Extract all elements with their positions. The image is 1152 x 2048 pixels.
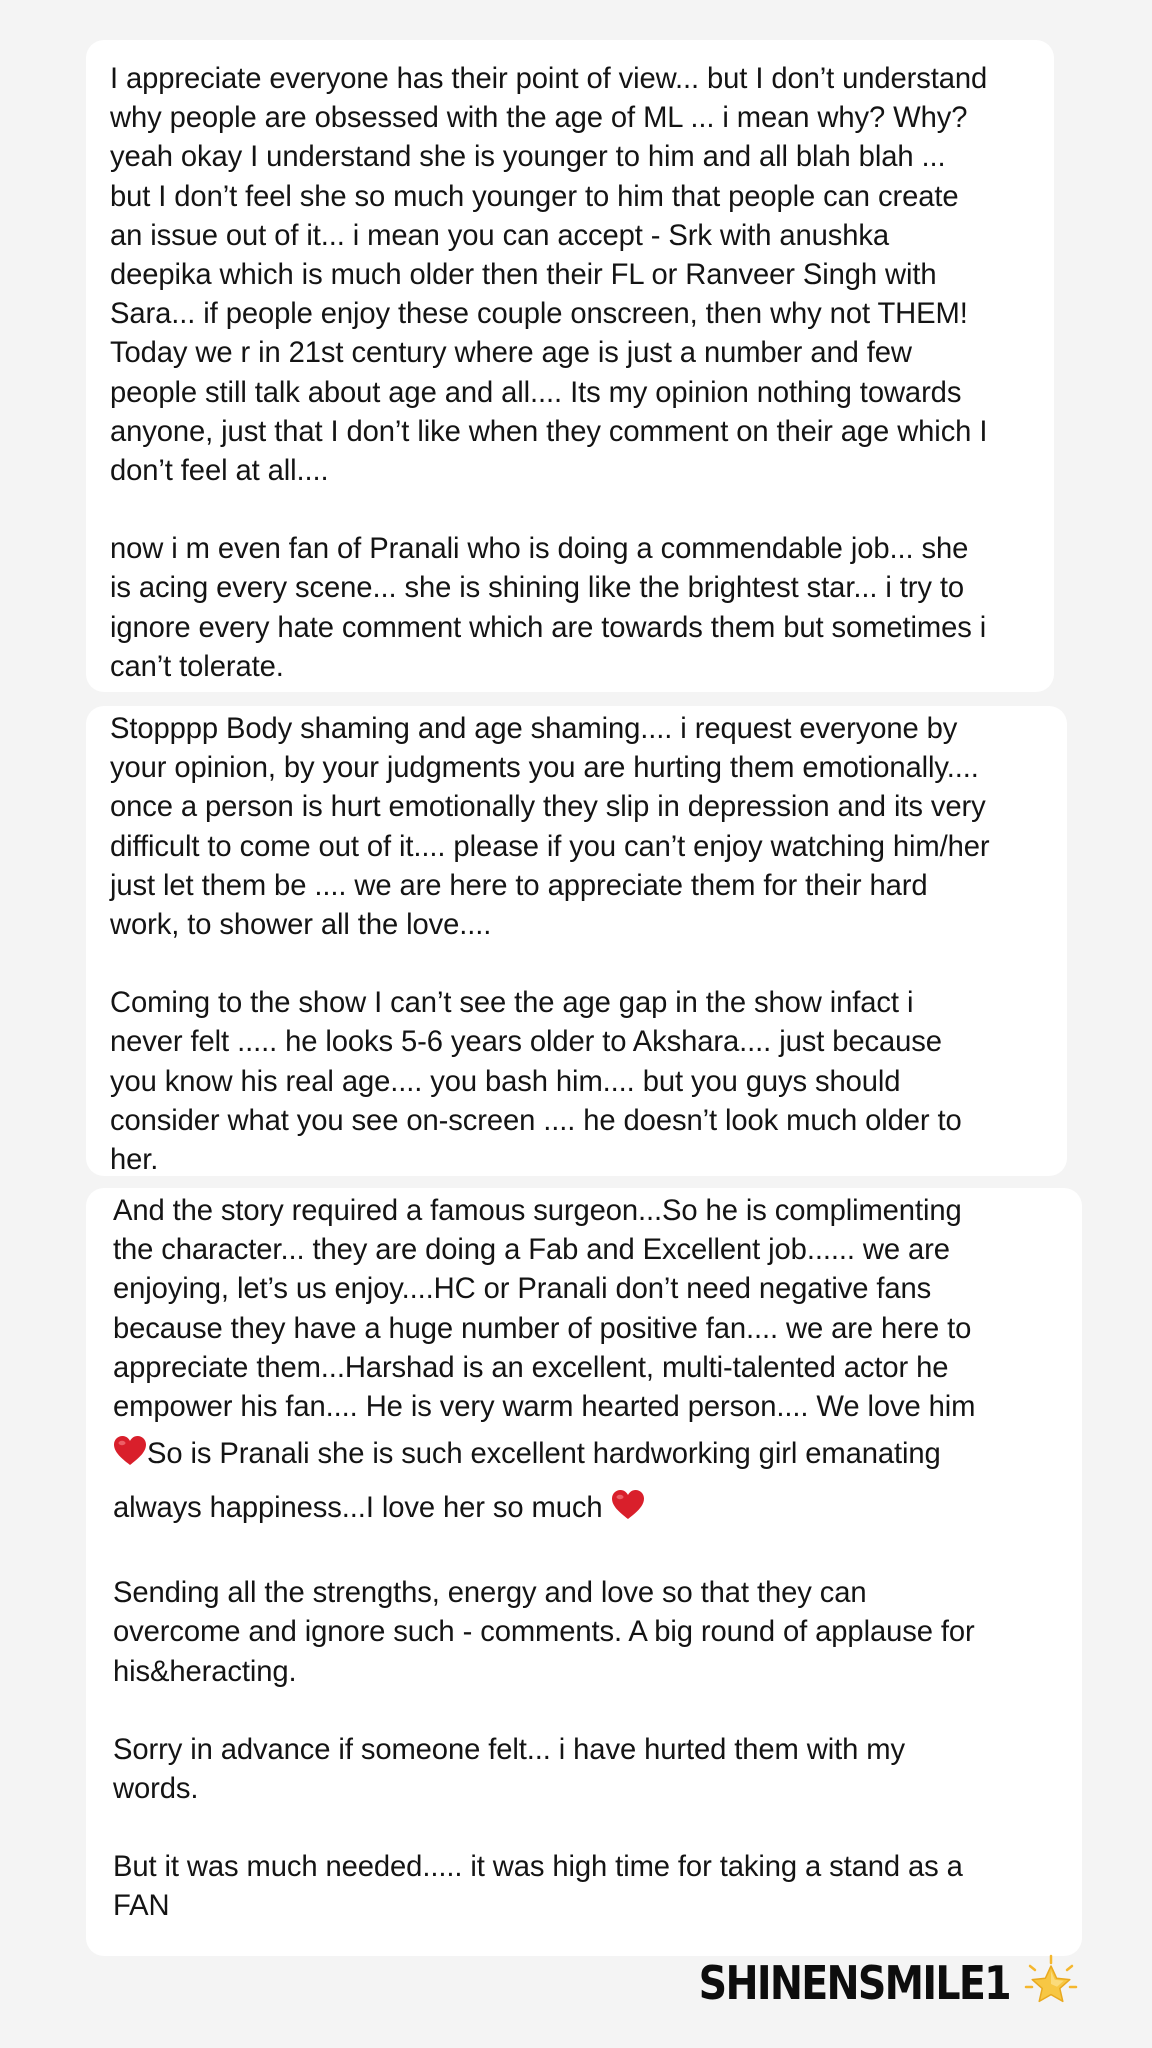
card3-paragraph-1: And the story required a famous surgeon...So he is complimenting the character... they are doing a Fab and Excellent job...... we are enjoying, let’s us enjoy....HC or Pranali don’t need negative fans because they have a huge number of positive fan.... we are here to appreciate them...Harshad is an excellent, multi-talented actor he empower his fan.... He is very warm hearted person.... We love him	[113, 1195, 976, 1424]
text-card-3	[86, 1188, 1082, 1956]
paragraph-gap	[110, 945, 1053, 984]
glowing-star-icon	[1022, 1954, 1080, 2012]
text-card-1	[86, 40, 1054, 692]
signature	[648, 1952, 1080, 2014]
card1-paragraph-2: now i m even fan of Pranali who is doing a commendable job... she is acing every scene... she is shining like the brightest star... i try to ignore every hate comment which are towards them but sometimes i can’t tolerate.	[110, 533, 987, 683]
red-heart-icon	[113, 1435, 147, 1467]
card1-paragraph-1: I appreciate everyone has their point of view... but I don’t understand why people are obsessed with the age of ML ... i mean why? Why? yeah okay I understand she is younger to him and all blah blah ... but I don’t feel she so much younger to him that people can create an issue out of it... i mean you can accept - Srk with anushka deepika which is much older then their FL or Ranveer Singh with Sara... if people enjoy these couple onscreen, then why not THEM! Today we r in 21st century where age is just a number and few people still talk about age and all.... Its my opinion nothing towards anyone, just that I don’t like when they comment on their age which I don’t feel at all....	[110, 63, 988, 488]
card3-heart-line-2-text: always happiness...I love her so much	[113, 1492, 611, 1525]
paragraph-gap	[113, 1809, 1072, 1848]
paragraph-gap	[113, 1692, 1072, 1731]
card3-heart-line-1	[113, 1427, 1072, 1481]
card3-paragraph-2: Sending all the strengths, energy and love so that they can overcome and ignore such - comments. A big round of applause for his&heracting.	[113, 1577, 975, 1688]
card3-paragraph-4: But it was much needed..... it was high time for taking a stand as a FAN	[113, 1851, 963, 1923]
paragraph-gap	[110, 491, 1034, 530]
red-heart-icon	[611, 1489, 645, 1521]
text-card-2	[86, 706, 1067, 1176]
paragraph-gap	[113, 1535, 1072, 1574]
card3-heart-line-2	[113, 1481, 1072, 1535]
card3-heart-line-1-text: So is Pranali she is such excellent hardworking girl emanating	[147, 1438, 941, 1471]
card3-paragraph-3: Sorry in advance if someone felt... i have hurted them with my words.	[113, 1733, 905, 1806]
card2-paragraph-1: Stopppp Body shaming and age shaming.... i request everyone by your opinion, by your judgments you are hurting them emotionally.... once a person is hurt emotionally they slip in depression and its very difficult to come out of it.... please if you can’t enjoy watching him/her just let them be .... we are here to appreciate them for their hard work, to shower all the love....	[110, 713, 990, 942]
signature-text: SHINENSMILE1	[698, 1956, 1010, 2010]
card2-paragraph-2: Coming to the show I can’t see the age gap in the show infact i never felt ..... he looks 5-6 years older to Akshara.... just because you know his real age.... you bash him.... but you guys should consider what you see on-screen .... he doesn’t look much older to her.	[110, 987, 962, 1177]
